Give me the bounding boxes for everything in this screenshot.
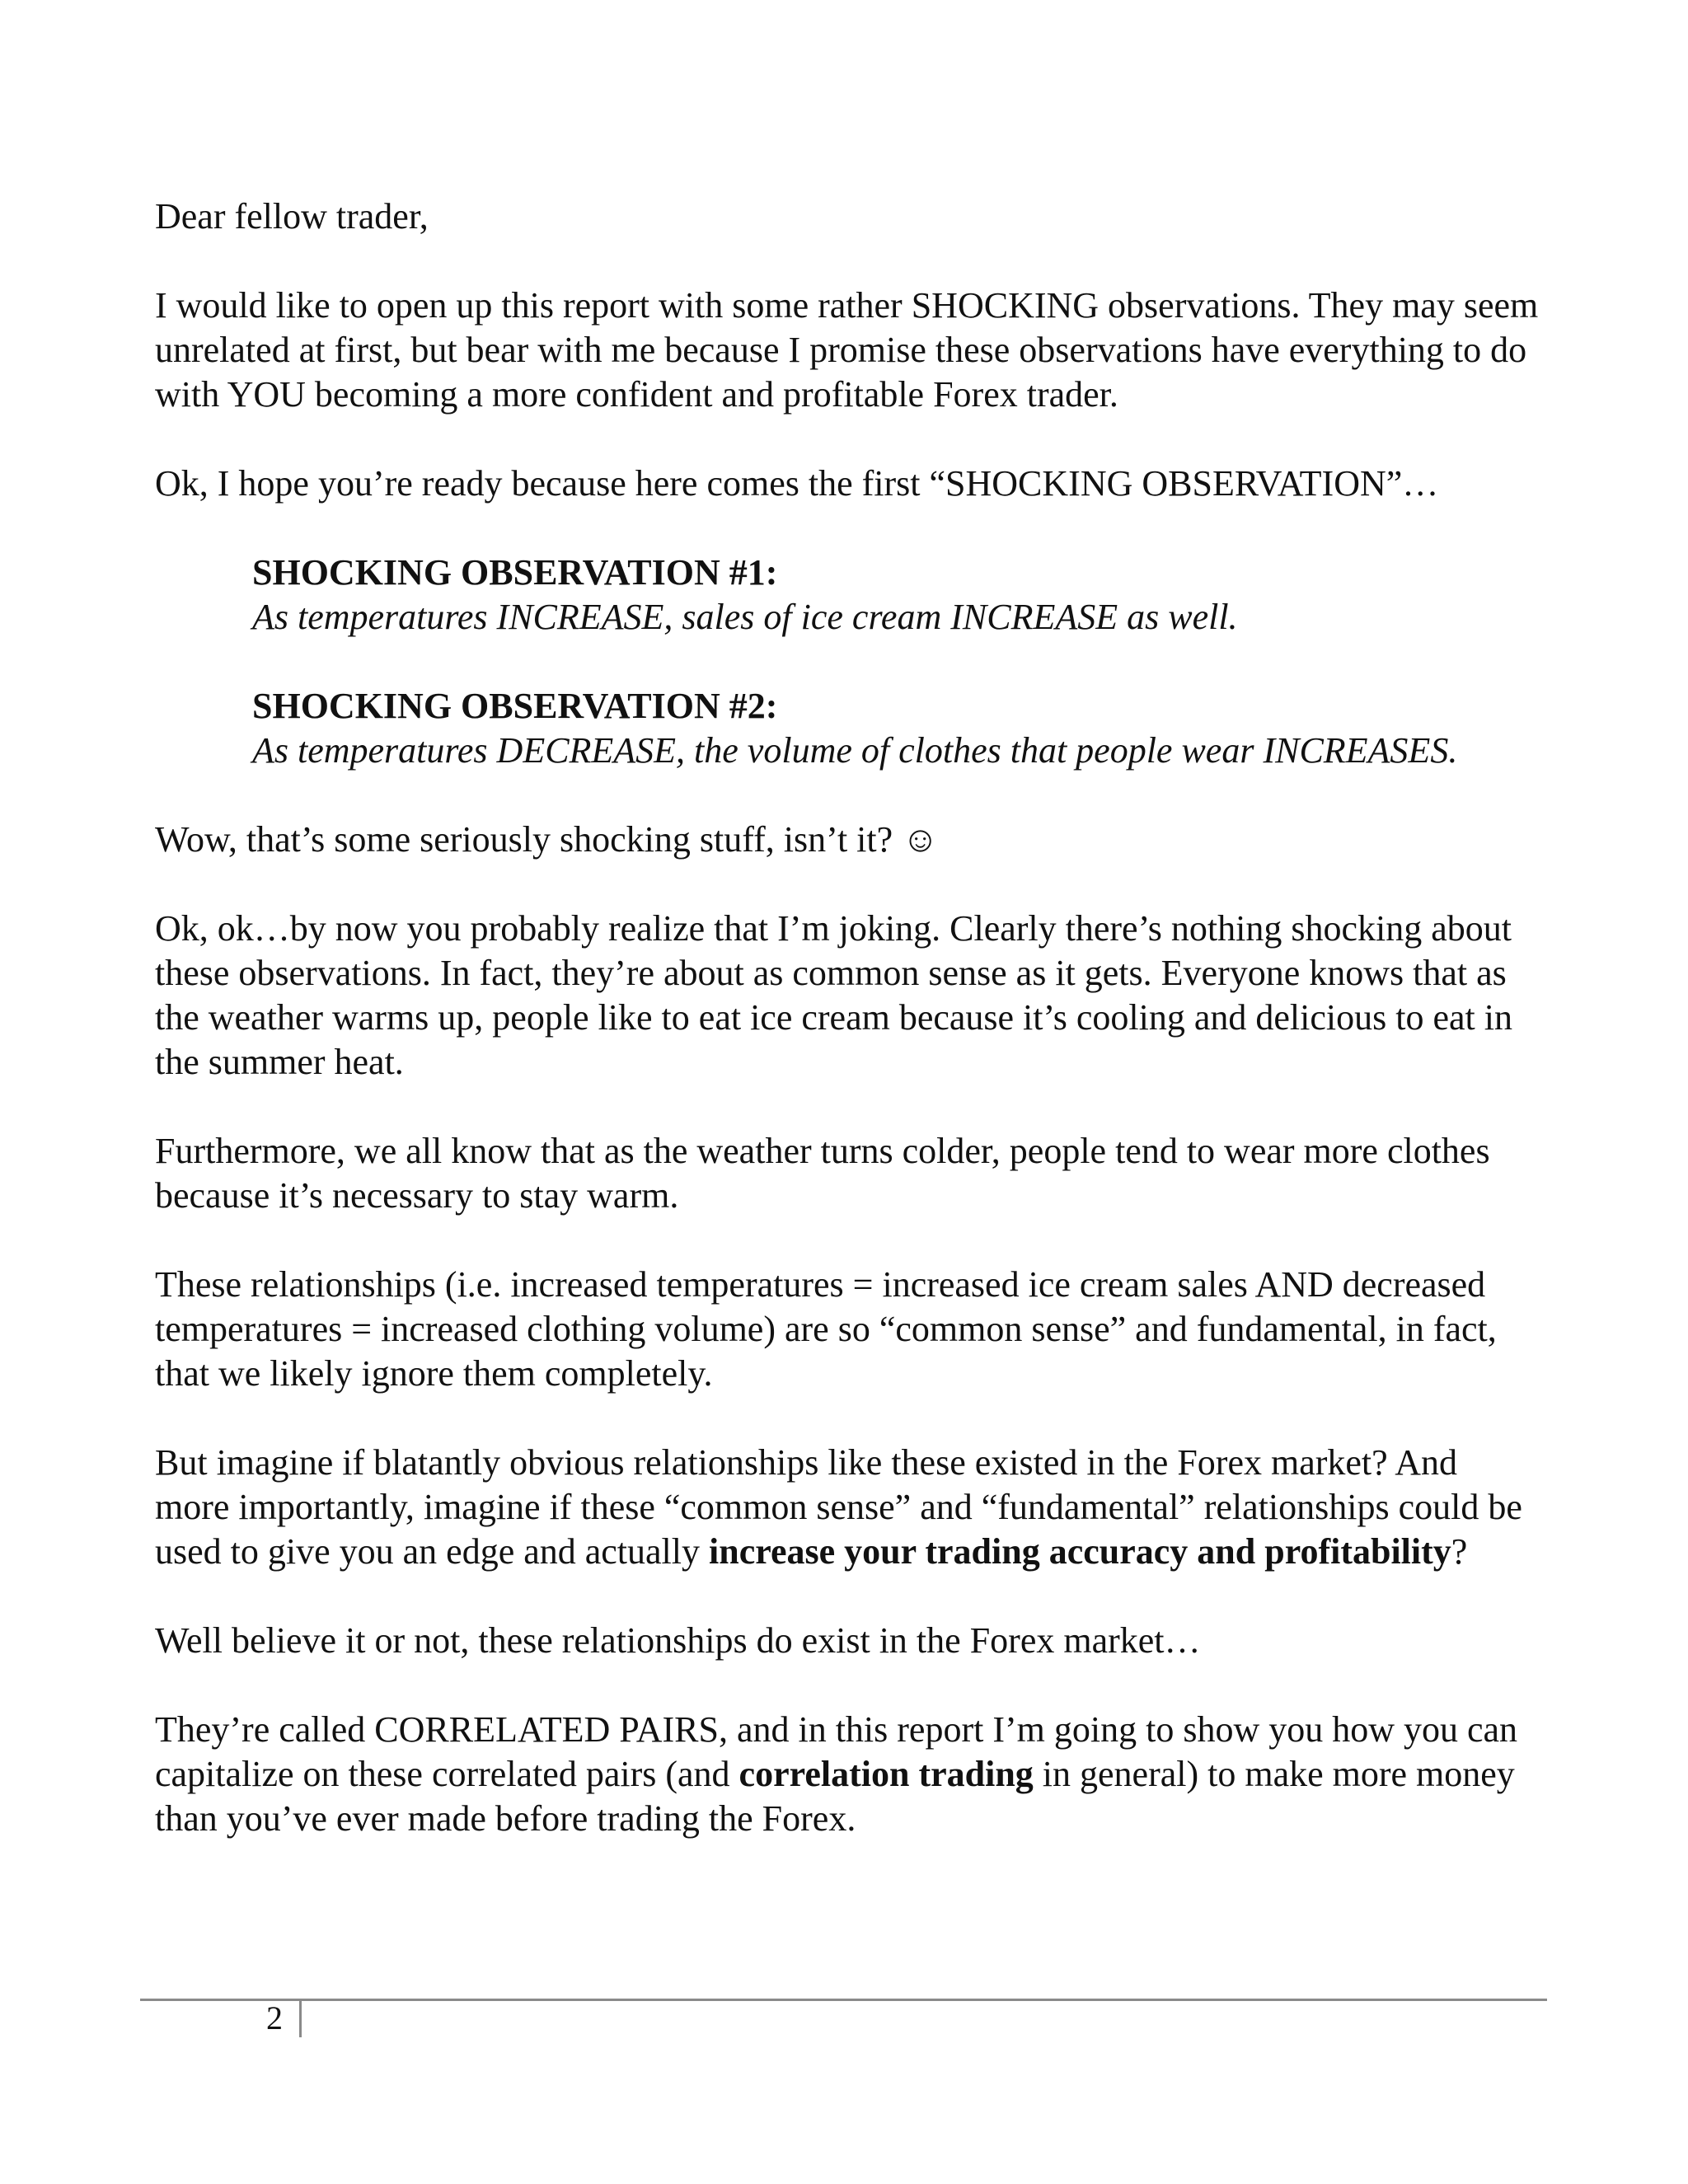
forex-question-emphasis: increase your trading accuracy and profitability [709,1531,1451,1572]
observation-1 [252,551,1540,640]
footer-divider [299,2000,302,2037]
exist-paragraph: Well believe it or not, these relationships do exist in the Forex market… [155,1620,1201,1661]
footer-rule [140,1999,1547,2001]
correlated-pairs-end: in general) to make more money than you’ve ever made before trading the Forex. [155,1754,1515,1839]
salutation: Dear fellow trader, [155,196,429,237]
observation-2-title: SHOCKING OBSERVATION #2: [252,686,778,726]
forex-question-end: ? [1451,1531,1468,1572]
correlated-pairs-text: They’re called CORRELATED PAIRS, and in this report I’m going to show you how you can capitalize on these correlated pairs (and [155,1709,1518,1794]
forex-question-text: But imagine if blatantly obvious relationships like these existed in the Forex market? And more importantly, imagine if these “common sense” and “fundamental” relationships could be used to give you an edge and actually [155,1442,1522,1572]
observation-1-title: SHOCKING OBSERVATION #1: [252,552,778,593]
joke-paragraph: Wow, that’s some seriously shocking stuff, isn’t it? ☺ [155,819,940,860]
intro-paragraph: I would like to open up this report with some rather SHOCKING observations. They may seem unrelated at first, but bear with me because I promise these observations have everything to do with YOU becoming a more confident and profitable Forex trader. [155,285,1539,415]
document-body [155,194,1540,1841]
observation-1-text: As temperatures INCREASE, sales of ice cream INCREASE as well. [252,597,1238,637]
clothing-paragraph: Furthermore, we all know that as the weather turns colder, people tend to wear more clothes because it’s necessary to stay warm. [155,1131,1490,1216]
observation-2-text: As temperatures DECREASE, the volume of clothes that people wear INCREASES. [252,730,1458,771]
relationships-paragraph: These relationships (i.e. increased temperatures = increased ice cream sales AND decreased temperatures = increased clothing volume) are so “common sense” and fundamental, in fact, that we likely ignore them completely. [155,1264,1497,1394]
explanation-paragraph: Ok, ok…by now you probably realize that I’m joking. Clearly there’s nothing shocking about these observations. In fact, they’re about as common sense as it gets. Everyone knows that as the weather warms up, people like to eat ice cream because it’s cooling and delicious to eat in the summer heat. [155,908,1512,1082]
forex-question-paragraph [155,1441,1540,1574]
correlation-trading-emphasis: correlation trading [738,1754,1034,1794]
correlated-pairs-paragraph [155,1708,1540,1841]
transition-paragraph: Ok, I hope you’re ready because here comes the first “SHOCKING OBSERVATION”… [155,463,1439,504]
observation-2 [252,684,1540,773]
page-number: 2 [266,1999,283,2036]
